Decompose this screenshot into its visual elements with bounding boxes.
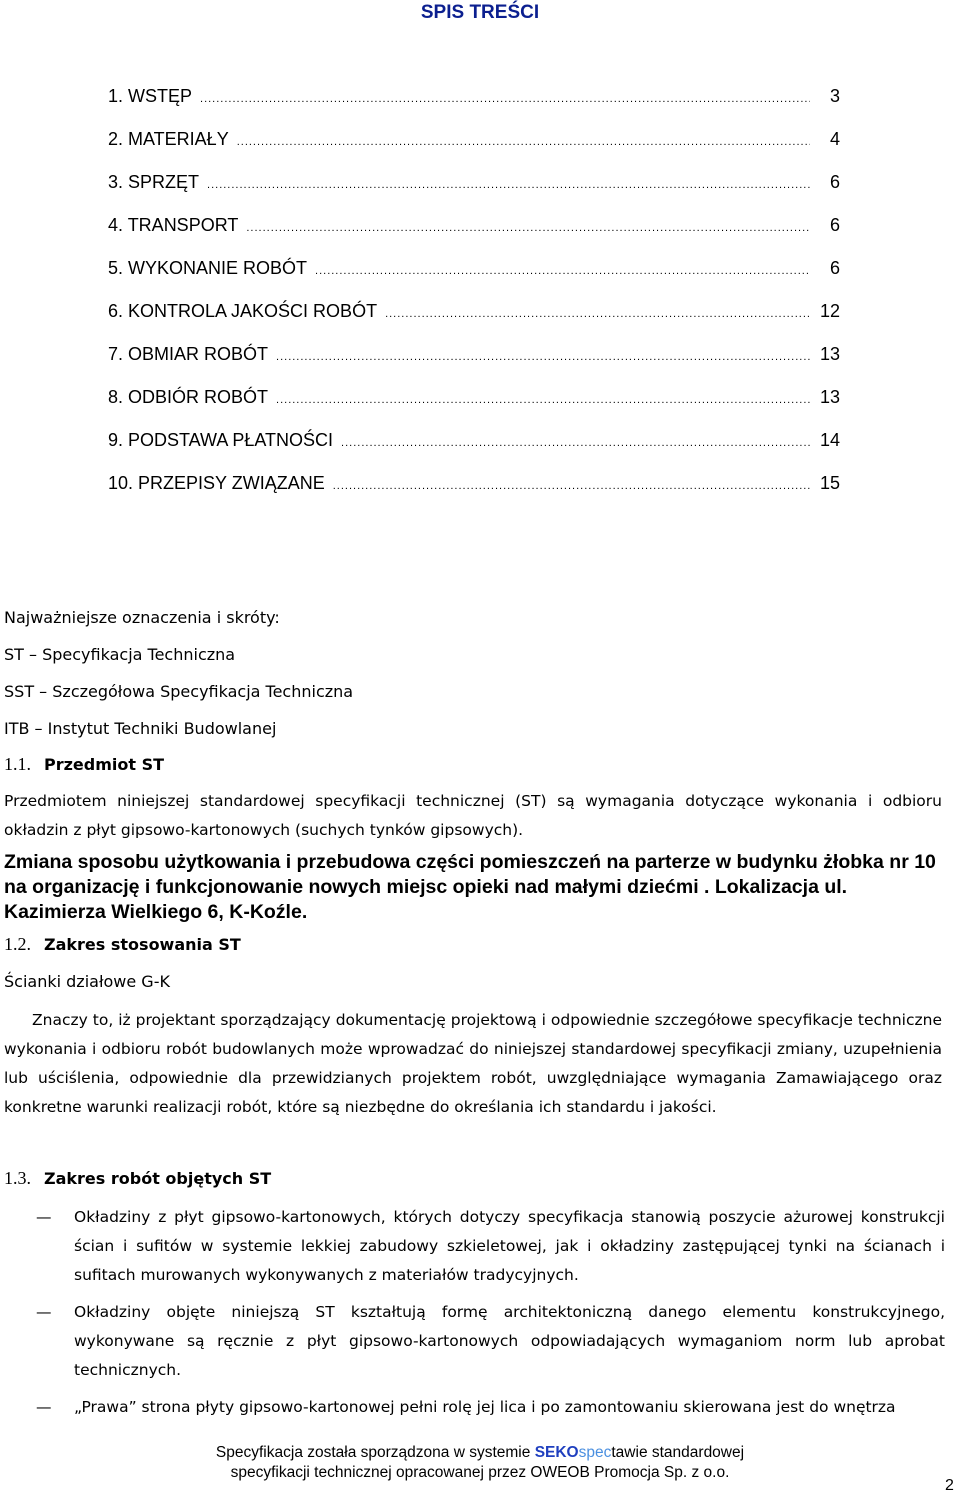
toc-entry-label: 5. WYKONANIE ROBÓT	[108, 258, 308, 278]
toc-leader-dots	[385, 308, 810, 320]
toc-entry-page: 15	[819, 473, 840, 493]
project-title: Zmiana sposobu użytkowania i przebudowa części pomieszczeń na parterze w budynku żłobka nr 10 na organizację i funkcjonowanie nowych miejsc opieki nad małymi dziećmi . Lokalizacja ul. Kazimierza Wielkiego 6, K-Koźle.	[4, 851, 936, 923]
toc-entry-label: 8. ODBIÓR ROBÓT	[108, 387, 269, 407]
page-number: 2	[945, 1477, 954, 1494]
toc-entry-label: 7. OBMIAR ROBÓT	[108, 344, 269, 364]
list-item-text: Okładziny z płyt gipsowo-kartonowych, których dotyczy specyfikacja stanowią poszycie ażurowej konstrukcji ścian i sufitów w systemie lekkiej zabudowy szkieletowej, jak i okładziny zastępującej tynki na ścianach i sufitach murowanych wykonywanych z materiałów tradycyjnych.	[74, 1208, 945, 1284]
footer-line-1	[0, 1443, 960, 1463]
footer-text: Specyfikacja została sporządzona w systemie	[215, 1444, 531, 1461]
footer-text: tawie standardowej	[611, 1444, 745, 1461]
toc-leader-dots	[315, 265, 810, 277]
toc-entry[interactable]	[108, 258, 840, 301]
section-title: Zakres stosowania ST	[44, 935, 241, 954]
toc-entry[interactable]	[108, 344, 840, 387]
scope-bullet-list	[0, 1203, 945, 1430]
abbreviation-item: ST – Specyfikacja Techniczna	[4, 645, 236, 664]
toc-entry[interactable]	[108, 129, 840, 172]
toc-entry-page: 3	[829, 86, 840, 106]
dash-bullet-icon: —	[36, 1208, 52, 1226]
toc-leader-dots	[207, 179, 810, 191]
toc-leader-dots	[200, 93, 810, 105]
toc-entry-page: 6	[829, 215, 840, 235]
toc-title: SPIS TREŚCI	[420, 2, 540, 23]
toc-leader-dots	[246, 222, 810, 234]
toc-entry-page: 4	[829, 129, 840, 149]
toc-leader-dots	[333, 480, 810, 492]
list-item	[0, 1298, 945, 1385]
section-number: 1.1.	[4, 754, 31, 774]
toc-leader-dots	[237, 136, 810, 148]
list-item-text: „Prawa” strona płyty gipsowo-kartonowej pełni rolę jej lica i po zamontowaniu skierowana jest do wnętrza	[74, 1398, 896, 1416]
dash-bullet-icon: —	[36, 1303, 52, 1321]
table-of-contents	[108, 86, 840, 516]
toc-entry[interactable]	[108, 301, 840, 344]
toc-entry-label: 10. PRZEPISY ZWIĄZANE	[108, 473, 325, 493]
toc-entry[interactable]	[108, 387, 840, 430]
section-title: Zakres robót objętych ST	[44, 1169, 272, 1188]
toc-entry-label: 9. PODSTAWA PŁATNOŚCI	[108, 430, 334, 450]
abbreviation-item: SST – Szczegółowa Specyfikacja Techniczna	[4, 682, 354, 701]
toc-entry-page: 13	[819, 344, 840, 364]
dash-bullet-icon: —	[36, 1398, 52, 1416]
toc-leader-dots	[276, 394, 810, 406]
toc-entry-page: 14	[819, 430, 840, 450]
section-number: 1.2.	[4, 934, 31, 954]
section-number: 1.3.	[4, 1168, 31, 1188]
toc-entry-label: 4. TRANSPORT	[108, 215, 239, 235]
sekospec-logo: SEKOspec	[534, 1444, 612, 1461]
section-heading	[4, 754, 164, 775]
footer-line-2: specyfikacji technicznej opracowanej przez OWEOB Promocja Sp. z o.o.	[230, 1464, 730, 1481]
toc-entry[interactable]	[108, 215, 840, 258]
toc-entry[interactable]	[108, 172, 840, 215]
toc-entry-label: 2. MATERIAŁY	[108, 129, 229, 149]
section-paragraph: Przedmiotem niniejszej standardowej specyfikacji technicznej (ST) są wymagania dotyczące wykonania i odbioru okładzin z płyt gipsowo-kartonowych (suchych tynków gipsowych).	[4, 792, 942, 839]
list-item	[0, 1393, 945, 1422]
list-item-text: Okładziny objęte niniejszą ST kształtują formę architektoniczną danego elementu konstrukcyjnego, wykonywane są ręcznie z płyt gipsowo-kartonowych odpowiadających wymaganiom norm lub aprobat technicznych.	[74, 1303, 945, 1379]
section-subtitle: Ścianki działowe G-K	[4, 972, 170, 991]
toc-entry-page: 6	[829, 258, 840, 278]
toc-entry-label: 6. KONTROLA JAKOŚCI ROBÓT	[108, 301, 378, 321]
toc-entry-label: 3. SPRZĘT	[108, 172, 200, 192]
list-item	[0, 1203, 945, 1290]
section-heading	[4, 934, 241, 955]
toc-entry-page: 13	[819, 387, 840, 407]
toc-leader-dots	[276, 351, 810, 363]
section-paragraph: Znaczy to, iż projektant sporządzający dokumentację projektową i odpowiednie szczegółowe specyfikacje techniczne wykonania i odbioru robót budowlanych może wprowadzać do niniejszej standardowej specyfikacji zmiany, uzupełnienia lub uściślenia, odpowiednie dla przewidzianych projektem robót, uwzględniające wymagania Zamawiającego oraz konkretne warunki realizacji robót, które są niezbędne do określania ich standardu i jakości.	[4, 1011, 942, 1116]
toc-entry-page: 6	[829, 172, 840, 192]
toc-entry-page: 12	[819, 301, 840, 321]
abbreviations-heading: Najważniejsze oznaczenia i skróty:	[4, 608, 280, 627]
toc-entry[interactable]	[108, 430, 840, 473]
section-title: Przedmiot ST	[44, 755, 165, 774]
abbreviation-item: ITB – Instytut Techniki Budowlanej	[4, 719, 277, 738]
section-heading	[4, 1168, 271, 1189]
toc-entry[interactable]	[108, 473, 840, 516]
page-footer	[0, 1443, 960, 1483]
toc-entry[interactable]	[108, 86, 840, 129]
toc-entry-label: 1. WSTĘP	[108, 86, 193, 106]
toc-leader-dots	[341, 437, 810, 449]
